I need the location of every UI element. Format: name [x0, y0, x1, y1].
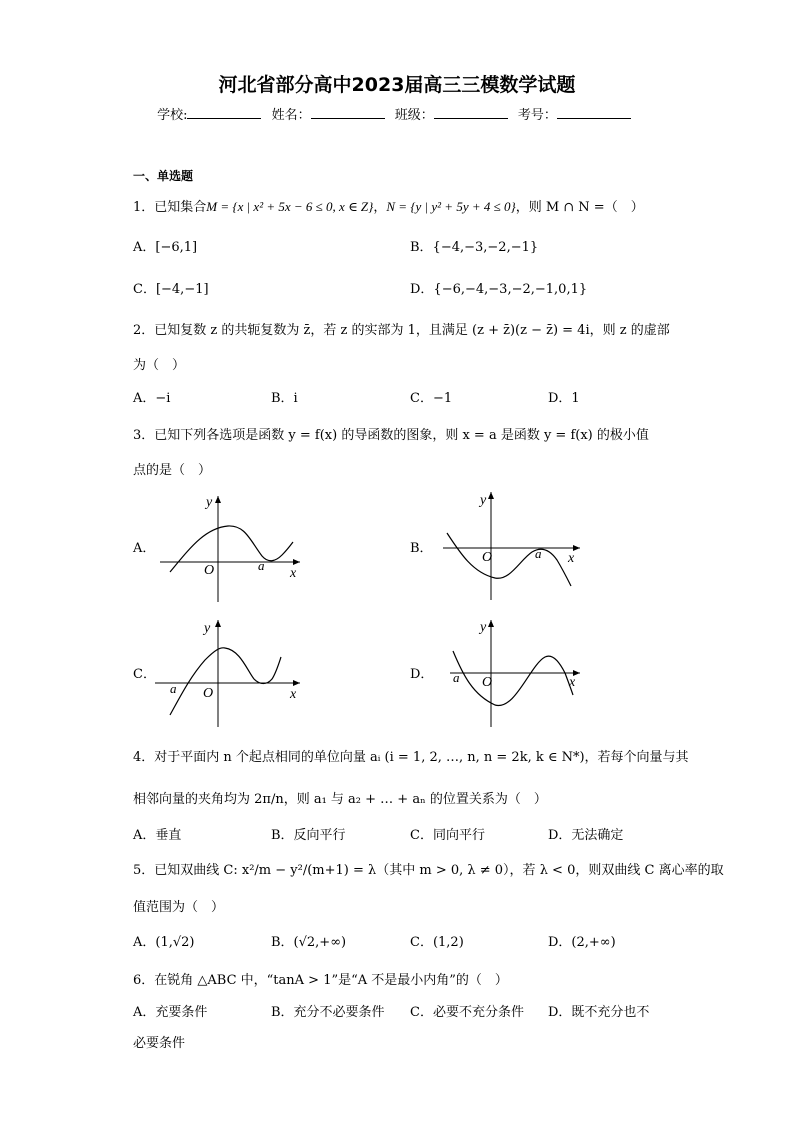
derivative-curve	[453, 651, 573, 706]
name-label: 姓名：	[271, 108, 311, 123]
x-arrow-icon	[293, 680, 300, 686]
q1-sep: ，	[373, 200, 387, 215]
q6-option-d-continued: 必要条件	[133, 1036, 186, 1051]
q1-option-d[interactable]: D．{−6,−4,−3,−2,−1,0,1}	[410, 282, 588, 297]
x-label: x	[569, 675, 576, 690]
q3-option-a-label[interactable]: A．	[133, 541, 156, 556]
q2-stem-line2: 为（ ）	[133, 358, 186, 373]
origin-label: O	[203, 686, 214, 701]
x-label: x	[290, 566, 297, 581]
q5-stem-line1: 5．已知双曲线 C: x²/m − y²/(m+1) = λ（其中 m > 0, λ ≠ 0），若 λ < 0，则双曲线 C 离心率的取	[133, 863, 724, 878]
q2-option-c[interactable]: C．−1	[410, 391, 453, 406]
derivative-curve	[170, 526, 293, 572]
student-info-line	[0, 104, 794, 123]
q5-option-b[interactable]: B．(√2,+∞)	[271, 935, 347, 950]
q2-option-b[interactable]: B．i	[271, 391, 298, 406]
name-blank[interactable]	[311, 106, 385, 119]
q3-graph-d[interactable]	[435, 615, 585, 730]
y-label: y	[206, 495, 213, 510]
q5-option-a[interactable]: A．(1,√2)	[133, 935, 195, 950]
point-a-label: a	[453, 670, 460, 685]
school-label: 学校:	[157, 108, 188, 123]
q1-option-a[interactable]: A．[−6,1]	[133, 240, 198, 255]
y-label: y	[480, 493, 487, 508]
q5-option-d[interactable]: D．(2,+∞)	[548, 935, 616, 950]
q1-set-m: M = {x | x² + 5x − 6 ≤ 0, x ∈ Z}	[206, 199, 374, 214]
section-heading: 一、单选题	[133, 169, 194, 183]
q3-graph-b[interactable]	[435, 488, 585, 603]
q1-option-c[interactable]: C．[−4,−1]	[133, 282, 209, 297]
school-blank[interactable]	[187, 106, 261, 119]
x-arrow-icon	[293, 559, 300, 565]
exam-number-blank[interactable]	[557, 106, 631, 119]
origin-label: O	[482, 675, 493, 690]
q4-option-d[interactable]: D．无法确定	[548, 828, 624, 843]
point-a-label: a	[535, 546, 542, 561]
class-blank[interactable]	[434, 106, 508, 119]
q5-option-c[interactable]: C．(1,2)	[410, 935, 464, 950]
q3-stem-line2: 点的是（ ）	[133, 463, 212, 478]
q3-option-c-label[interactable]: C．	[133, 667, 156, 682]
q2-option-a[interactable]: A．−i	[133, 391, 171, 406]
derivative-curve	[170, 648, 281, 715]
q3-graph-a[interactable]	[150, 490, 310, 605]
q1-set-n: N = {y | y² + 5y + 4 ≤ 0}	[386, 199, 516, 214]
q1-stem-a: 1．已知集合	[133, 200, 207, 215]
y-arrow-icon	[488, 620, 494, 627]
derivative-curve	[447, 533, 571, 586]
q4-option-b[interactable]: B．反向平行	[271, 828, 346, 843]
y-arrow-icon	[488, 492, 494, 499]
q6-stem: 6．在锐角 △ABC 中，“tanA > 1”是“A 不是最小内角”的（ ）	[133, 973, 508, 988]
q1-option-b[interactable]: B．{−4,−3,−2,−1}	[410, 240, 539, 255]
x-label: x	[568, 551, 575, 566]
class-label: 班级：	[394, 108, 434, 123]
y-label: y	[480, 620, 487, 635]
q3-option-b-label[interactable]: B．	[410, 541, 433, 556]
q4-stem-line2: 相邻向量的夹角均为 2π/n，则 a₁ 与 a₂ + … + aₙ 的位置关系为（ ）	[133, 792, 547, 807]
y-arrow-icon	[215, 496, 221, 503]
q4-stem-line1: 4．对于平面内 n 个起点相同的单位向量 aᵢ (i = 1, 2, …, n, n = 2k, k ∈ N*)，若每个向量与其	[133, 750, 689, 765]
q2-stem-line1: 2．已知复数 z 的共轭复数为 z̄，若 z 的实部为 1，且满足 (z + z̄)(z − z̄) = 4i，则 z 的虚部	[133, 323, 670, 338]
page-title: 河北省部分高中2023届高三三模数学试题	[218, 74, 576, 96]
point-a-label: a	[170, 681, 177, 696]
q4-option-c[interactable]: C．同向平行	[410, 828, 485, 843]
origin-label: O	[482, 550, 493, 565]
q3-stem-line1: 3．已知下列各选项是函数 y = f(x) 的导函数的图象，则 x = a 是函数 y = f(x) 的极小值	[133, 428, 649, 443]
x-label: x	[290, 687, 297, 702]
y-arrow-icon	[215, 620, 221, 627]
q1-stem	[133, 199, 644, 216]
q6-option-d[interactable]: D．既不充分也不	[548, 1005, 650, 1020]
q3-graph-c[interactable]	[150, 615, 310, 730]
q2-option-d[interactable]: D．1	[548, 391, 580, 406]
q6-option-a[interactable]: A．充要条件	[133, 1005, 208, 1020]
q6-option-b[interactable]: B．充分不必要条件	[271, 1005, 385, 1020]
y-label: y	[204, 621, 211, 636]
q1-stem-b: ，则 M ∩ N =（ ）	[515, 200, 644, 215]
origin-label: O	[204, 563, 215, 578]
q3-option-d-label[interactable]: D．	[410, 667, 434, 682]
q4-option-a[interactable]: A．垂直	[133, 828, 182, 843]
exam-number-label: 考号：	[517, 108, 557, 123]
q6-option-c[interactable]: C．必要不充分条件	[410, 1005, 524, 1020]
q5-stem-line2: 值范围为（ ）	[133, 900, 225, 915]
point-a-label: a	[258, 558, 265, 573]
